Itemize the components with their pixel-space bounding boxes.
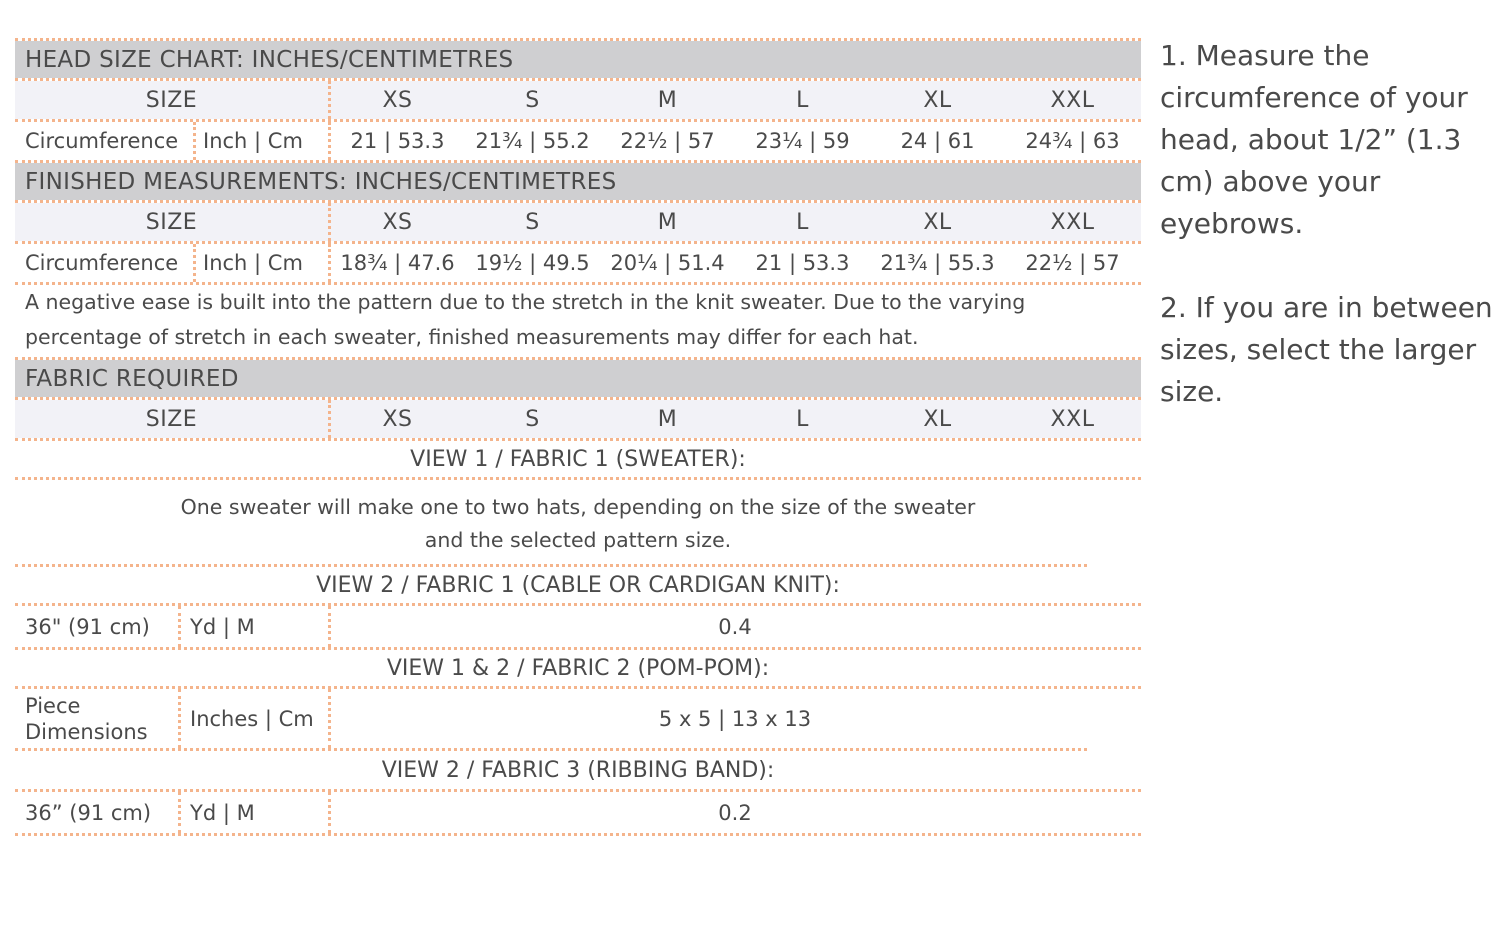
size-m: M xyxy=(657,406,678,432)
size-xl: XL xyxy=(923,209,952,235)
head-size-section-header xyxy=(15,41,1141,78)
value-l: 21 | 53.3 xyxy=(755,251,850,275)
view2-cable-heading: VIEW 2 / FABRIC 1 (CABLE OR CARDIGAN KNIT): xyxy=(316,572,840,598)
instruction-step-1: 1. Measure the circumference of your head, about 1/2” (1.3 cm) above your eyebrows. xyxy=(1160,39,1468,240)
piece-label: Piece xyxy=(25,693,81,718)
size-chart xyxy=(15,38,1141,836)
value-xxl: 22½ | 57 xyxy=(1025,251,1120,275)
size-s: S xyxy=(525,406,540,432)
size-xl: XL xyxy=(923,87,952,113)
ribbing-heading: VIEW 2 / FABRIC 3 (RIBBING BAND): xyxy=(381,757,775,783)
dimensions-value: 5 x 5 | 13 x 13 xyxy=(658,706,812,731)
fabric-width-label: 36" (91 cm) xyxy=(25,614,150,639)
pompom-row xyxy=(15,689,1141,748)
unit-label: Yd | M xyxy=(190,614,255,639)
unit-label: Inches | Cm xyxy=(190,706,314,731)
ease-note-text: A negative ease is built into the pattern due to the stretch in the knit sweater. Due to the varying percentage of stretch in each sweater, finished measurements may differ for each hat. xyxy=(25,290,1026,349)
size-xxl: XXL xyxy=(1050,209,1095,235)
size-xs: XS xyxy=(382,87,413,113)
size-xs: XS xyxy=(382,209,413,235)
instruction-step-2: 2. If you are in between sizes, select the larger size. xyxy=(1160,291,1493,408)
finished-size-row xyxy=(15,203,1141,241)
pompom-heading-row xyxy=(15,650,1141,686)
ease-note xyxy=(15,285,1141,357)
size-xxl: XXL xyxy=(1050,87,1095,113)
size-m: M xyxy=(657,209,678,235)
size-s: S xyxy=(525,87,540,113)
value-m: 22½ | 57 xyxy=(620,129,715,153)
view2-cable-row xyxy=(15,606,1141,647)
circumference-label: Circumference xyxy=(25,129,179,153)
ribbing-row xyxy=(15,792,1141,833)
fabric-size-row xyxy=(15,400,1141,438)
fabric-width-label: 36” (91 cm) xyxy=(25,800,152,825)
head-circumference-row xyxy=(15,122,1141,160)
view1-line-1: One sweater will make one to two hats, depending on the size of the sweater xyxy=(180,495,976,519)
value-xl: 21¾ | 55.3 xyxy=(880,251,995,275)
finished-section-header xyxy=(15,163,1141,200)
finished-circumference-row xyxy=(15,244,1141,282)
value-l: 23¼ | 59 xyxy=(755,129,850,153)
size-m: M xyxy=(657,87,678,113)
unit-label: Inch | Cm xyxy=(203,251,303,275)
size-l: L xyxy=(796,406,809,432)
unit-label: Inch | Cm xyxy=(203,129,303,153)
view1-line-2: and the selected pattern size. xyxy=(424,528,732,552)
yardage-value: 0.2 xyxy=(718,800,752,825)
view1-heading: VIEW 1 / FABRIC 1 (SWEATER): xyxy=(410,446,746,472)
size-l: L xyxy=(796,87,809,113)
size-label: SIZE xyxy=(145,406,198,432)
yardage-value: 0.4 xyxy=(718,614,752,639)
value-s: 21¾ | 55.2 xyxy=(475,129,590,153)
head-size-size-row xyxy=(15,81,1141,119)
pompom-heading: VIEW 1 & 2 / FABRIC 2 (POM-POM): xyxy=(386,655,770,681)
size-xxl: XXL xyxy=(1050,406,1095,432)
size-label: SIZE xyxy=(145,209,198,235)
size-s: S xyxy=(525,209,540,235)
size-label: SIZE xyxy=(145,87,198,113)
view2-cable-heading-row xyxy=(15,567,1141,603)
dimensions-label: Dimensions xyxy=(25,719,148,744)
value-xxl: 24¾ | 63 xyxy=(1025,129,1120,153)
measuring-instructions xyxy=(1160,35,1495,455)
view1-heading-row xyxy=(15,441,1141,477)
value-xl: 24 | 61 xyxy=(900,129,975,153)
unit-label: Yd | M xyxy=(190,800,255,825)
size-xl: XL xyxy=(923,406,952,432)
head-size-title: HEAD SIZE CHART: INCHES/CENTIMETRES xyxy=(25,47,514,73)
circumference-label: Circumference xyxy=(25,251,179,275)
value-m: 20¼ | 51.4 xyxy=(610,251,725,275)
value-xs: 18¾ | 47.6 xyxy=(340,251,455,275)
value-s: 19½ | 49.5 xyxy=(475,251,590,275)
size-xs: XS xyxy=(382,406,413,432)
value-xs: 21 | 53.3 xyxy=(350,129,445,153)
ribbing-heading-row xyxy=(15,751,1141,789)
view1-description xyxy=(15,480,1141,564)
finished-title: FINISHED MEASUREMENTS: INCHES/CENTIMETRES xyxy=(25,169,617,195)
fabric-section-header xyxy=(15,360,1141,397)
size-l: L xyxy=(796,209,809,235)
fabric-title: FABRIC REQUIRED xyxy=(25,366,239,392)
